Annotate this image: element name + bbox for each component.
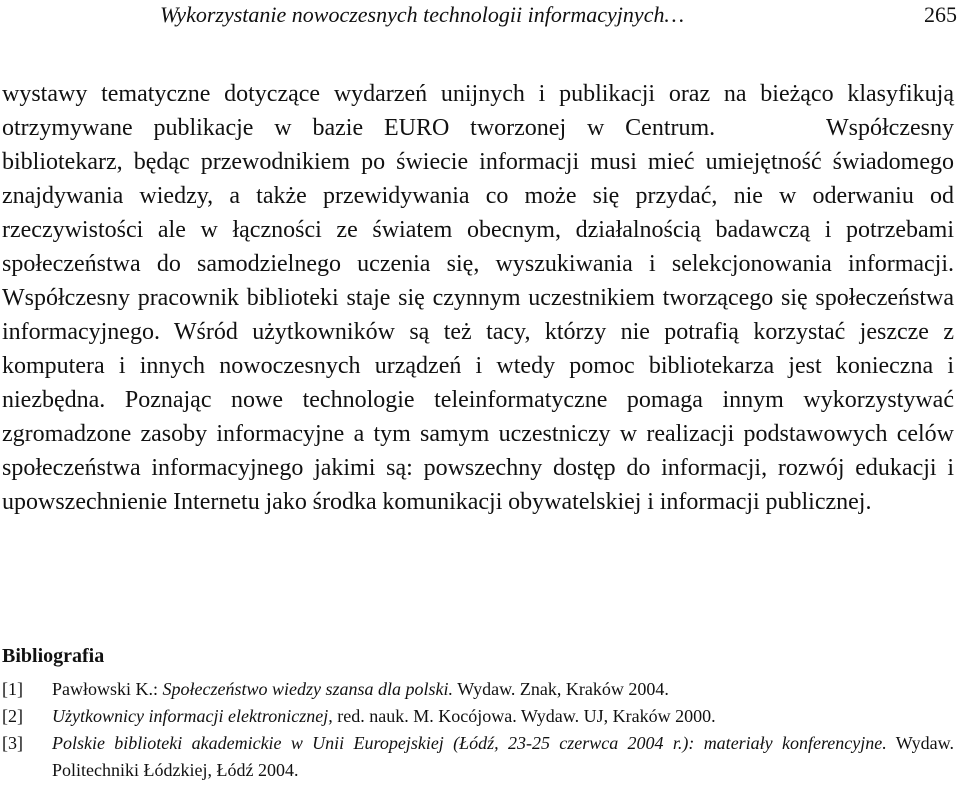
- page-number: 265: [924, 2, 957, 27]
- entry-title: Społeczeństwo wiedzy szansa dla polski.: [162, 679, 454, 699]
- bibliography-entry: [0, 730, 960, 784]
- entry-number: [2]: [2, 706, 23, 726]
- body-text: [2, 77, 954, 519]
- bibliography-list: [0, 676, 960, 784]
- bibliography-heading: Bibliografia: [2, 645, 105, 667]
- entry-title: Użytkownicy informacji elektronicznej,: [52, 706, 333, 726]
- bibliography-entry: [0, 676, 960, 703]
- bibliography-entry: [0, 703, 960, 730]
- entry-publisher: Wydaw. Znak, Kraków 2004.: [453, 679, 669, 699]
- entry-publisher: Wydaw. Politechniki Łódzkiej, Łódź 2004.: [52, 733, 954, 780]
- entry-title: Polskie biblioteki akademickie w Unii Europejskiej (Łódź, 23-25 czerwca 2004 r.): materiały konferencyjne.: [52, 733, 887, 753]
- running-title: Wykorzystanie nowoczesnych technologii informacyjnych…: [160, 2, 685, 27]
- running-header: [0, 0, 960, 34]
- paragraph: Współczesny bibliotekarz, będąc przewodnikiem po świecie informacji musi mieć umiejętność świadomego znajdywania wiedzy, a także przewidywania co może się przydać, nie w oderwaniu od rzeczywistości ale w łączności ze światem obecnym, działalnością badawczą i potrzebami społeczeństwa do samodzielnego uczenia się, wyszukiwania i selekcjonowania informacji. Współczesny pracownik biblioteki staje się czynnym uczestnikiem tworzącego się społeczeństwa informacyjnego. Wśród użytkowników są też tacy, którzy nie potrafią korzystać jeszcze z komputera i innych nowoczesnych urządzeń i wtedy pomoc bibliotekarza jest konieczna i niezbędna. Poznając nowe technologie teleinformatyczne pomaga innym wykorzystywać zgromadzone zasoby informacyjne a tym samym uczestniczy w realizacji podstawowych celów społeczeństwa informacyjnego jakimi są: powszechny dostęp do informacji, rozwój edukacji i upowszechnienie Internetu jako środka komunikacji obywatelskiej i informacji publicznej.: [2, 115, 954, 515]
- entry-number: [3]: [2, 733, 23, 753]
- paragraph-continuation: wystawy tematyczne dotyczące wydarzeń unijnych i publikacji oraz na bieżąco klasyfikują otrzymywane publikacje w bazie EURO tworzonej w Centrum.: [2, 81, 954, 141]
- entry-publisher: red. nauk. M. Kocójowa. Wydaw. UJ, Kraków 2000.: [332, 706, 716, 726]
- entry-number: [1]: [2, 679, 23, 699]
- entry-author: Pawłowski K.:: [52, 679, 163, 699]
